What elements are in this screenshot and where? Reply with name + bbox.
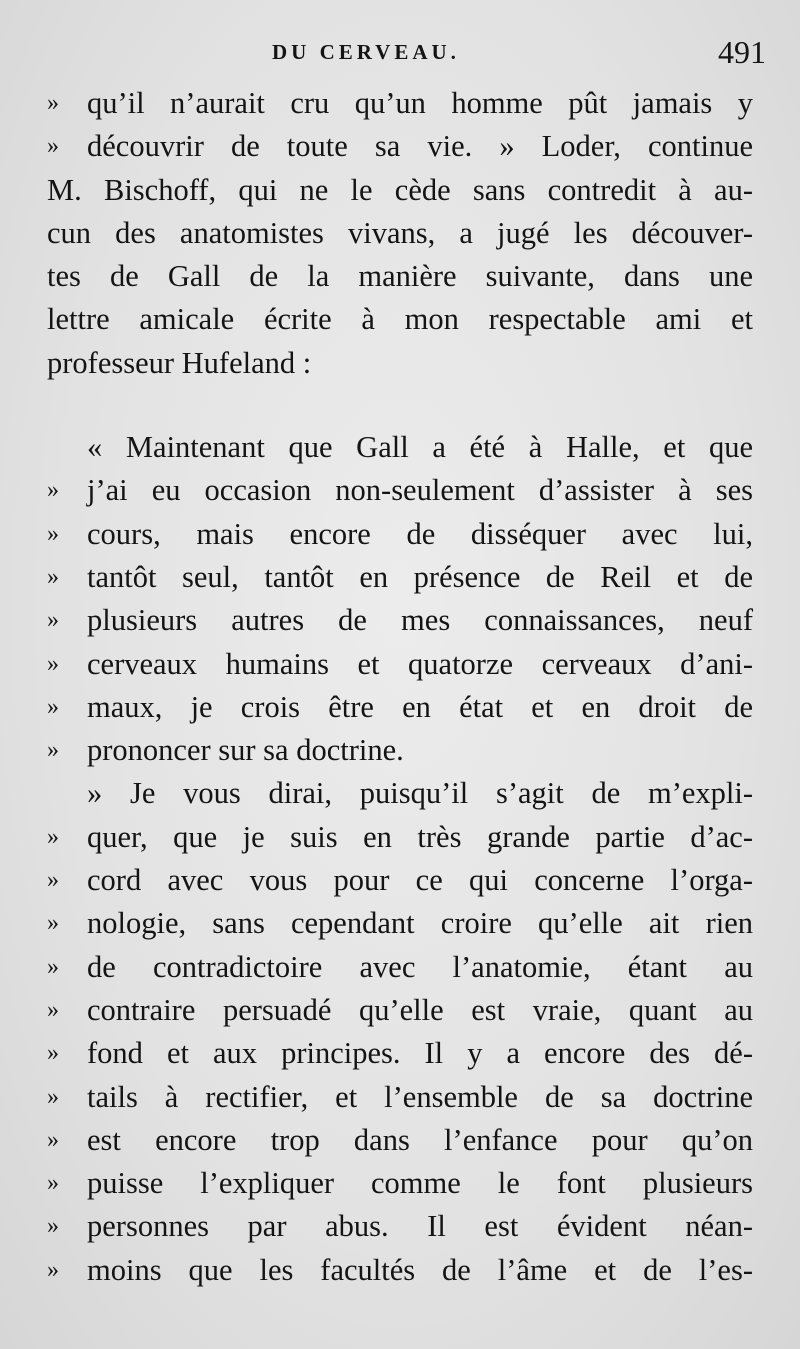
text-line (47, 513, 753, 556)
quote-mark: » (47, 1083, 59, 1110)
text-line (47, 342, 753, 385)
line-text: fond et aux principes. Il y a encore des dé- (87, 1036, 753, 1071)
line-text: qu’il n’aurait cru qu’un homme pût jamais y (87, 86, 753, 120)
line-text: « Maintenant que Gall a été à Halle, et que (87, 430, 753, 465)
line-text: M. Bischoff, qui ne le cède sans contredit à au- (47, 172, 753, 207)
text-line (47, 599, 753, 642)
quote-mark: » (47, 1126, 59, 1153)
text-line (47, 1162, 753, 1205)
quote-mark: » (47, 953, 59, 980)
line-text: découvrir de toute sa vie. » Loder, continue (87, 129, 753, 164)
quote-mark: » (47, 1040, 59, 1067)
text-line (47, 426, 753, 469)
text-line (47, 946, 753, 989)
line-text: est encore trop dans l’enfance pour qu’on (87, 1122, 753, 1157)
text-line (47, 686, 753, 729)
text-line (47, 643, 753, 686)
text-line (47, 556, 753, 599)
quote-mark: » (47, 996, 59, 1023)
line-text: j’ai eu occasion non-seulement d’assister à ses (87, 473, 753, 508)
line-text: tails à rectifier, et l’ensemble de sa doctrine (87, 1079, 753, 1114)
quote-mark: » (47, 477, 59, 504)
line-text: moins que les facultés de l’âme et de l’es- (87, 1252, 753, 1287)
line-text: contraire persuadé qu’elle est vraie, quant au (87, 992, 753, 1027)
quote-mark: » (47, 650, 59, 677)
line-text: cerveaux humains et quatorze cerveaux d’ani- (87, 646, 753, 681)
line-text: plusieurs autres de mes connaissances, neuf (87, 603, 753, 638)
quote-mark: » (47, 910, 59, 937)
text-line (47, 212, 753, 255)
line-text: professeur Hufeland : (47, 345, 312, 380)
quote-mark: » (47, 1213, 59, 1240)
paragraph-gap (47, 385, 753, 426)
page-header (0, 34, 800, 78)
text-line (47, 169, 753, 212)
line-text: nologie, sans cependant croire qu’elle ait rien (87, 906, 753, 941)
quote-mark: » (47, 133, 59, 160)
text-line (47, 816, 753, 859)
text-line (47, 255, 753, 298)
line-text: prononcer sur sa doctrine. (87, 733, 404, 768)
line-text: cun des anatomistes vivans, a jugé les découver- (47, 215, 753, 250)
text-line (47, 298, 753, 341)
line-text: tantôt seul, tantôt en présence de Reil et de (87, 559, 753, 594)
page-number: 491 (718, 34, 766, 70)
quote-mark: » (47, 867, 59, 894)
line-text: puisse l’expliquer comme le font plusieurs (87, 1166, 753, 1201)
quote-mark: » (47, 823, 59, 850)
text-line (47, 1249, 753, 1292)
line-text: cours, mais encore de disséquer avec lui, (87, 516, 753, 551)
text-line (47, 1076, 753, 1119)
line-text: maux, je crois être en état et en droit de (87, 689, 753, 724)
text-line (47, 1032, 753, 1075)
text-line (47, 82, 753, 125)
quote-mark: » (47, 90, 59, 116)
text-line (47, 469, 753, 512)
line-text: quer, que je suis en très grande partie d’ac- (87, 819, 753, 854)
line-text: lettre amicale écrite à mon respectable ami et (47, 302, 753, 337)
quote-mark: » (47, 520, 59, 547)
line-text: personnes par abus. Il est évident néan- (87, 1209, 753, 1244)
quote-mark: » (47, 1256, 59, 1283)
line-text: de contradictoire avec l’anatomie, étant au (87, 949, 753, 984)
line-text: cord avec vous pour ce qui concerne l’orga- (87, 863, 753, 898)
quote-mark: » (47, 563, 59, 590)
running-head: DU CERVEAU. (272, 40, 460, 64)
text-line (47, 125, 753, 168)
quote-mark: » (47, 737, 59, 764)
quote-mark: » (47, 607, 59, 634)
text-line (47, 902, 753, 945)
body-text (47, 82, 753, 1292)
line-text: » Je vous dirai, puisqu’il s’agit de m’expli- (87, 776, 753, 811)
quote-mark: » (47, 1170, 59, 1197)
text-line (47, 1205, 753, 1248)
text-line (47, 859, 753, 902)
text-line (47, 1119, 753, 1162)
text-line (47, 729, 753, 772)
line-text: tes de Gall de la manière suivante, dans une (47, 259, 753, 294)
text-line (47, 989, 753, 1032)
text-line (47, 772, 753, 815)
quote-mark: » (47, 693, 59, 720)
